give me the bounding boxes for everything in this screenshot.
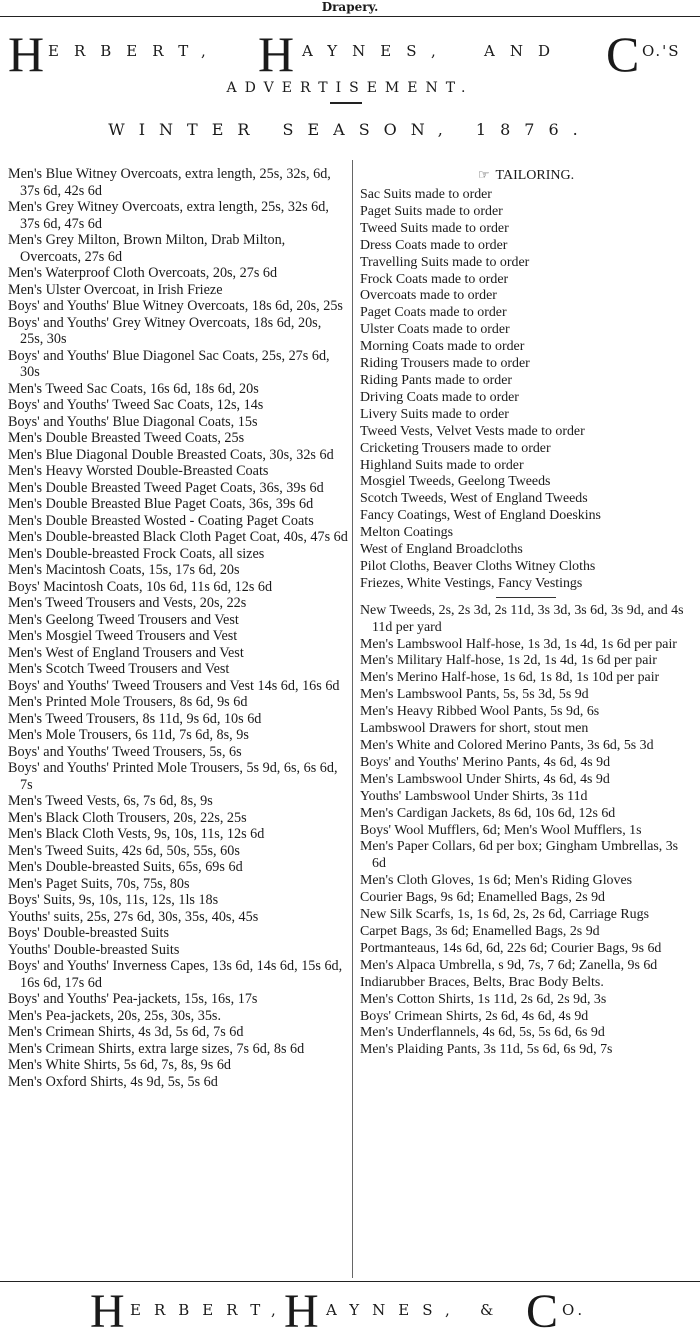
- left-list-item: Men's Double-breasted Black Cloth Paget Coat, 40s, 47s 6d: [8, 529, 348, 545]
- tailoring-list-item: Tweed Vests, Velvet Vests made to order: [360, 423, 585, 439]
- left-column: [6, 166, 348, 1090]
- left-list-item: Men's Waterproof Cloth Overcoats, 20s, 27s 6d: [8, 265, 278, 281]
- right-column: [358, 166, 694, 1059]
- left-list-item: Men's Blue Diagonal Double Breasted Coats, 30s, 32s 6d: [8, 446, 334, 463]
- goods-list-item: Portmanteaus, 14s 6d, 6d, 22s 6d; Courier Bags, 9s 6d: [360, 940, 662, 956]
- left-list-item: Men's Double Breasted Wosted - Coating Paget Coats: [8, 512, 314, 529]
- goods-list-item: Boys' and Youths' Merino Pants, 4s 6d, 4s 9d: [360, 754, 611, 770]
- goods-list-item: Men's Plaiding Pants, 3s 11d, 5s 6d, 6s 9d, 7s: [360, 1042, 613, 1058]
- left-list-item: Men's Printed Mole Trousers, 8s 6d, 9s 6d: [8, 694, 248, 710]
- left-list-item: Boys' Suits, 9s, 10s, 11s, 12s, 1ls 18s: [8, 892, 219, 908]
- tailoring-list-item: Highland Suits made to order: [360, 457, 524, 473]
- tailoring-list-item: Friezes, White Vestings, Fancy Vestings: [360, 575, 583, 591]
- goods-list-item: Men's Alpaca Umbrella, s 9d, 7s, 7 6d; Zanella, 9s 6d: [360, 957, 658, 973]
- tailoring-list-item: Pilot Cloths, Beaver Cloths Witney Cloths: [360, 558, 596, 574]
- season-title: WINTER SEASON, 1876.: [108, 120, 592, 139]
- masthead-cap-h1: H: [8, 26, 45, 82]
- tailoring-heading-text: TAILORING.: [495, 168, 575, 183]
- left-list-item: Men's Double Breasted Blue Paget Coats, 36s, 39s 6d: [8, 496, 314, 512]
- left-list-item: Men's Tweed Vests, 6s, 7s 6d, 8s, 9s: [8, 793, 213, 809]
- tailoring-list-item: Livery Suits made to order: [360, 406, 509, 422]
- goods-list-item: Men's Underflannels, 4s 6d, 5s, 5s 6d, 6s 9d: [360, 1025, 605, 1041]
- pointing-hand-icon: ☞: [477, 167, 490, 182]
- left-list-item: Boys' Double-breasted Suits: [8, 925, 169, 941]
- left-list-item: Youths' suits, 25s, 27s 6d, 30s, 35s, 40s, 45s: [8, 908, 259, 925]
- goods-list-item: New Silk Scarfs, 1s, 1s 6d, 2s, 2s 6d, Carriage Rugs: [360, 907, 649, 923]
- masthead-word-and: AND: [484, 42, 565, 60]
- goods-list-item: Men's Cardigan Jackets, 8s 6d, 10s 6d, 12s 6d: [360, 805, 616, 821]
- tailoring-list-item: Overcoats made to order: [360, 288, 497, 304]
- left-list-item: Men's Grey Witney Overcoats, extra length, 25s, 32s 6d, 37s 6d, 47s 6d: [8, 199, 329, 232]
- goods-list: [358, 603, 694, 1059]
- footer-ampersand: &: [480, 1301, 507, 1319]
- footer-signature: [0, 1285, 700, 1339]
- left-list-item: Men's West of England Trousers and Vest: [8, 644, 244, 661]
- goods-list-item: Boys' Wool Mufflers, 6d; Men's Wool Mufflers, 1s: [360, 822, 642, 838]
- masthead-word-co: O.'S: [642, 42, 681, 60]
- tailoring-list: [358, 187, 694, 593]
- footer-word-herbert: ERBERT,: [130, 1301, 289, 1319]
- left-list-item: Boys' and Youths' Inverness Capes, 13s 6d, 14s 6d, 15s 6d, 16s 6d, 17s 6d: [8, 958, 343, 991]
- goods-list-item: Courier Bags, 9s 6d; Enamelled Bags, 2s 9d: [360, 890, 605, 906]
- tailoring-list-item: Travelling Suits made to order: [360, 254, 530, 270]
- goods-list-item: Men's Military Half-hose, 1s 2d, 1s 4d, 1s 6d per pair: [360, 653, 657, 669]
- goods-list-item: Men's Lambswool Pants, 5s, 5s 3d, 5s 9d: [360, 687, 589, 703]
- footer-word-haynes: AYNES,: [326, 1301, 463, 1319]
- masthead-word-haynes: AYNES,: [302, 42, 451, 60]
- left-list-item: Boys' and Youths' Blue Witney Overcoats, 18s 6d, 20s, 25s: [8, 298, 343, 314]
- left-list-item: Men's Tweed Sac Coats, 16s 6d, 18s 6d, 20s: [8, 380, 259, 397]
- left-list-item: Men's White Shirts, 5s 6d, 7s, 8s, 9s 6d: [8, 1057, 232, 1073]
- left-list-item: Boys' and Youths' Tweed Trousers, 5s, 6s: [8, 743, 242, 760]
- left-list-item: Men's Pea-jackets, 20s, 25s, 30s, 35s.: [8, 1007, 221, 1024]
- left-list-item: Youths' Double-breasted Suits: [8, 941, 180, 958]
- left-list-item: Men's Double Breasted Tweed Paget Coats, 36s, 39s 6d: [8, 479, 324, 496]
- left-list-item: Boys' and Youths' Tweed Trousers and Vest 14s 6d, 16s 6d: [8, 677, 340, 694]
- goods-list-item: Men's Cloth Gloves, 1s 6d; Men's Riding Gloves: [360, 873, 633, 889]
- left-list-item: Men's Grey Milton, Brown Milton, Drab Milton, Overcoats, 27s 6d: [8, 232, 286, 265]
- goods-list-item: Men's White and Colored Merino Pants, 3s 6d, 5s 3d: [360, 738, 654, 753]
- advertisement-title: ADVERTISEMENT.: [226, 80, 474, 96]
- left-list-item: Men's Tweed Trousers and Vests, 20s, 22s: [8, 595, 247, 611]
- goods-list-item: Men's Heavy Ribbed Wool Pants, 5s 9d, 6s: [360, 704, 600, 720]
- left-list-item: Men's Tweed Trousers, 8s 11d, 9s 6d, 10s 6d: [8, 710, 262, 727]
- footer-rule: [0, 1281, 700, 1282]
- tailoring-list-item: West of England Broadcloths: [360, 542, 523, 558]
- masthead-cap-c: C: [606, 26, 640, 82]
- goods-list-item: Lambswool Drawers for short, stout men: [360, 721, 589, 737]
- section-title: Drapery.: [321, 0, 379, 14]
- advertisement-underline: [330, 102, 362, 104]
- right-separator: [496, 597, 556, 598]
- left-list-item: Men's Mole Trousers, 6s 11d, 7s 6d, 8s, 9s: [8, 727, 249, 743]
- tailoring-list-item: Riding Trousers made to order: [360, 356, 530, 372]
- goods-list-item: Men's Merino Half-hose, 1s 6d, 1s 8d, 1s 10d per pair: [360, 670, 660, 686]
- tailoring-list-item: Fancy Coatings, West of England Doeskins: [360, 508, 601, 524]
- goods-list-item: Men's Lambswool Half-hose, 1s 3d, 1s 4d, 1s 6d per pair: [360, 636, 677, 652]
- left-list-item: Men's Oxford Shirts, 4s 9d, 5s, 5s 6d: [8, 1073, 218, 1090]
- left-list-item: Men's Crimean Shirts, extra large sizes, 7s 6d, 8s 6d: [8, 1040, 305, 1057]
- left-list-item: Men's Blue Witney Overcoats, extra length, 25s, 32s, 6d, 37s 6d, 42s 6d: [8, 166, 331, 199]
- tailoring-list-item: Melton Coatings: [360, 525, 453, 541]
- left-list-item: Men's Crimean Shirts, 4s 3d, 5s 6d, 7s 6d: [8, 1024, 244, 1040]
- left-list-item: Boys' and Youths' Grey Witney Overcoats, 18s 6d, 20s, 25s, 30s: [8, 314, 322, 347]
- left-list-item: Men's Double-breasted Suits, 65s, 69s 6d: [8, 859, 243, 875]
- left-list-item: Men's Tweed Suits, 42s 6d, 50s, 55s, 60s: [8, 842, 240, 859]
- left-list-item: Men's Mosgiel Tweed Trousers and Vest: [8, 628, 238, 644]
- left-list-item: Boys' and Youths' Printed Mole Trousers, 5s 9d, 6s, 6s 6d, 7s: [8, 760, 338, 793]
- footer-cap-h1: H: [90, 1285, 125, 1338]
- tailoring-list-item: Paget Suits made to order: [360, 203, 503, 219]
- goods-list-item: Indiarubber Braces, Belts, Brac Body Belts.: [360, 974, 604, 990]
- tailoring-heading: [358, 166, 694, 185]
- goods-list-item: Boys' Crimean Shirts, 2s 6d, 4s 6d, 4s 9d: [360, 1008, 589, 1024]
- masthead-word-herbert: ERBERT,: [48, 42, 221, 60]
- left-list-item: Men's Black Cloth Trousers, 20s, 22s, 25s: [8, 809, 247, 826]
- masthead-cap-h2: H: [258, 26, 295, 82]
- left-list-item: Boys' and Youths' Blue Diagonel Sac Coats, 25s, 27s 6d, 30s: [8, 347, 330, 380]
- top-rule: [0, 16, 700, 17]
- tailoring-list-item: Driving Coats made to order: [360, 389, 519, 405]
- left-list-item: Boys' and Youths' Blue Diagonal Coats, 15s: [8, 413, 258, 430]
- footer-word-co: O.: [562, 1301, 587, 1319]
- left-list-item: Men's Scotch Tweed Trousers and Vest: [8, 661, 230, 677]
- masthead: [0, 20, 700, 84]
- goods-list-item: Men's Cotton Shirts, 1s 11d, 2s 6d, 2s 9d, 3s: [360, 991, 607, 1007]
- footer-cap-h2: H: [284, 1285, 319, 1338]
- left-list-item: Men's Heavy Worsted Double-Breasted Coats: [8, 463, 269, 479]
- goods-list-item: Youths' Lambswool Under Shirts, 3s 11d: [360, 788, 588, 804]
- tailoring-list-item: Mosgiel Tweeds, Geelong Tweeds: [360, 474, 551, 490]
- left-list-item: Men's Black Cloth Vests, 9s, 10s, 11s, 12s 6d: [8, 826, 265, 842]
- goods-list-item: Men's Paper Collars, 6d per box; Gingham Umbrellas, 3s 6d: [360, 839, 679, 872]
- left-list-item: Boys' and Youths' Pea-jackets, 15s, 16s, 17s: [8, 991, 258, 1007]
- goods-list-item: New Tweeds, 2s, 2s 3d, 2s 11d, 3s 3d, 3s 6d, 3s 9d, and 4s 11d per yard: [360, 602, 684, 635]
- tailoring-list-item: Morning Coats made to order: [360, 339, 525, 355]
- tailoring-list-item: Riding Pants made to order: [360, 372, 513, 388]
- goods-list-item: Men's Lambswool Under Shirts, 4s 6d, 4s 9d: [360, 771, 610, 787]
- left-list-item: Men's Double-breasted Frock Coats, all sizes: [8, 545, 265, 562]
- tailoring-list-item: Ulster Coats made to order: [360, 322, 510, 338]
- tailoring-list-item: Sac Suits made to order: [360, 187, 492, 202]
- left-list-item: Men's Paget Suits, 70s, 75s, 80s: [8, 875, 190, 892]
- footer-cap-c: C: [526, 1285, 559, 1338]
- column-divider: [352, 160, 353, 1278]
- left-list-item: Boys' and Youths' Tweed Sac Coats, 12s, 14s: [8, 397, 264, 413]
- tailoring-list-item: Scotch Tweeds, West of England Tweeds: [360, 491, 588, 507]
- tailoring-list-item: Tweed Suits made to order: [360, 220, 509, 236]
- tailoring-list-item: Dress Coats made to order: [360, 237, 508, 253]
- left-list-item: Men's Double Breasted Tweed Coats, 25s: [8, 430, 245, 446]
- goods-list-item: Carpet Bags, 3s 6d; Enamelled Bags, 2s 9d: [360, 923, 600, 939]
- tailoring-list-item: Cricketing Trousers made to order: [360, 440, 551, 456]
- tailoring-list-item: Frock Coats made to order: [360, 271, 509, 287]
- left-list-item: Men's Ulster Overcoat, in Irish Frieze: [8, 281, 223, 298]
- left-list-item: Men's Macintosh Coats, 15s, 17s 6d, 20s: [8, 562, 240, 578]
- left-list-item: Men's Geelong Tweed Trousers and Vest: [8, 611, 239, 628]
- left-list-item: Boys' Macintosh Coats, 10s 6d, 11s 6d, 12s 6d: [8, 578, 273, 595]
- tailoring-list-item: Paget Coats made to order: [360, 305, 507, 321]
